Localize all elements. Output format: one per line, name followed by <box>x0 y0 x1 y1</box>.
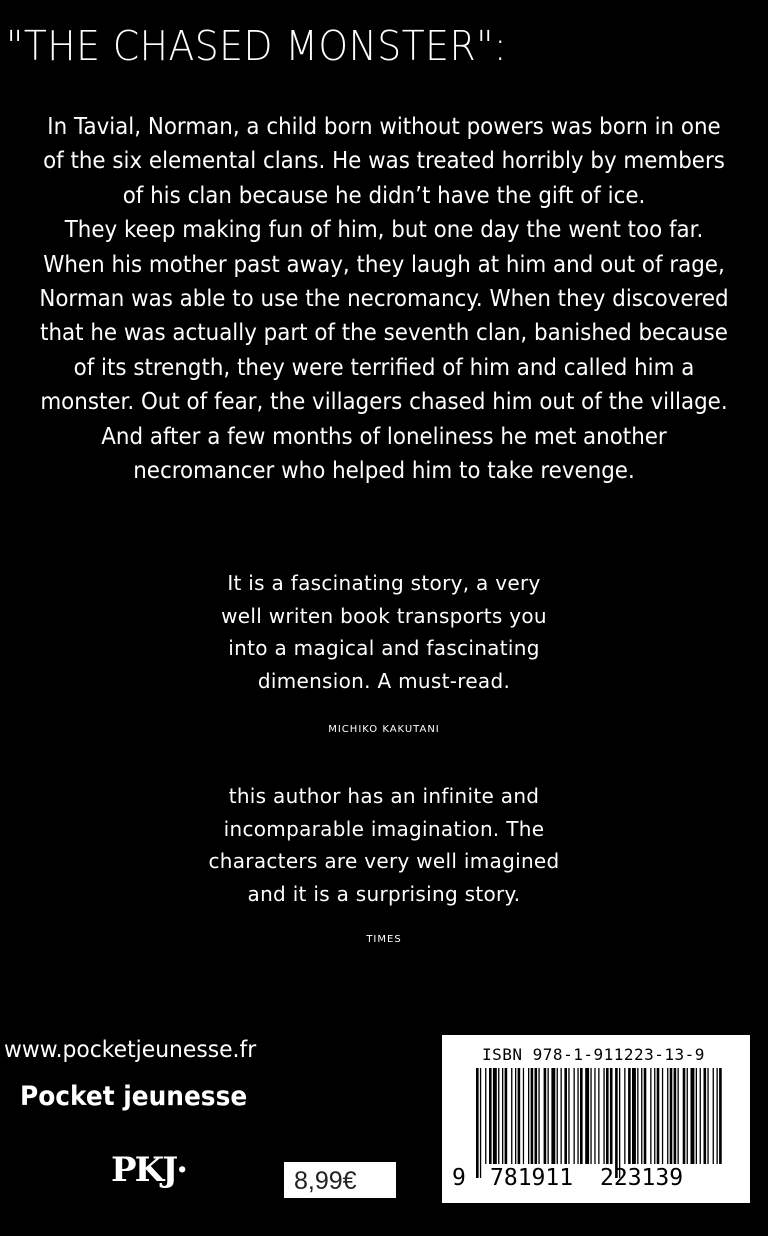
barcode-bar <box>619 1068 620 1178</box>
barcode-bar <box>551 1068 555 1164</box>
review-quote-2 <box>0 780 768 910</box>
barcode-bar <box>717 1068 718 1164</box>
barcode-bars <box>476 1068 726 1178</box>
barcode-bar <box>568 1068 569 1164</box>
barcode-bar <box>704 1068 707 1164</box>
barcode-bar <box>511 1068 512 1164</box>
barcode-bar <box>523 1068 524 1164</box>
barcode-bar <box>670 1068 673 1164</box>
barcode-bar <box>598 1068 599 1164</box>
isbn-label: ISBN 978-1-911223-13-9 <box>482 1045 705 1064</box>
barcode-bar <box>515 1068 516 1164</box>
synopsis-line: that he was actually part of the seventh clan, banished because <box>40 320 728 347</box>
barcode-bar <box>603 1068 604 1164</box>
barcode-bar <box>615 1068 618 1178</box>
barcode-bar <box>590 1068 591 1164</box>
barcode-bar <box>650 1068 651 1164</box>
review-quote-1 <box>0 567 768 697</box>
barcode-bar <box>594 1068 595 1164</box>
synopsis-line: necromancer who helped him to take revenge. <box>133 458 635 485</box>
barcode-bar <box>557 1068 558 1164</box>
barcode-bar <box>624 1068 625 1164</box>
barcode-bar <box>564 1068 567 1164</box>
review-line: into a magical and fascinating <box>228 636 540 660</box>
barcode-bar <box>489 1068 492 1164</box>
review-source-2: TIMES <box>366 934 402 945</box>
synopsis-line: In Tavial, Norman, a child born without powers was born in one <box>47 114 721 140</box>
barcode-bar <box>528 1068 529 1164</box>
barcode-digits-left: 781911 <box>490 1165 574 1191</box>
barcode-bar <box>476 1068 479 1178</box>
barcode <box>442 1035 750 1203</box>
barcode-bar <box>683 1068 686 1164</box>
barcode-bar <box>561 1068 562 1164</box>
publisher-website: www.pocketjeunesse.fr <box>4 1037 257 1063</box>
barcode-bar <box>678 1068 679 1164</box>
barcode-bar <box>548 1068 549 1164</box>
barcode-bar <box>538 1068 539 1164</box>
synopsis-line: of the six elemental clans. He was treated horribly by members <box>43 148 725 175</box>
barcode-bar <box>637 1068 638 1164</box>
barcode-bar <box>719 1068 722 1164</box>
barcode-bar <box>531 1068 534 1164</box>
synopsis-line: of his clan because he didn’t have the gift of ice. <box>122 182 646 209</box>
review-line: characters are very well imagined <box>208 849 560 873</box>
review-line: It is a fascinating story, a very <box>227 571 541 595</box>
price-tag: 8,99€ <box>284 1162 396 1198</box>
barcode-bar <box>700 1068 701 1164</box>
barcode-bar <box>585 1068 589 1164</box>
barcode-bar <box>610 1068 613 1164</box>
barcode-bar <box>667 1068 668 1164</box>
barcode-bar <box>691 1068 695 1164</box>
review-line: dimension. A must-read. <box>257 668 511 693</box>
barcode-bar <box>544 1068 547 1164</box>
synopsis-line: of its strength, they were terrified of him and called him a <box>73 354 695 381</box>
barcode-bar <box>707 1068 708 1164</box>
pkj-logo: PKJ· <box>111 1150 187 1190</box>
synopsis-line: monster. Out of fear, the villagers chased him out of the village. <box>40 389 728 416</box>
synopsis-line: They keep making fun of him, but one day the went too far. <box>64 217 704 244</box>
review-line: well writen book transports you <box>221 603 547 628</box>
barcode-bar <box>606 1068 609 1164</box>
barcode-bar <box>577 1068 578 1164</box>
barcode-bar <box>713 1068 714 1164</box>
review-line: incomparable imagination. The <box>223 816 545 841</box>
barcode-bar <box>485 1068 486 1164</box>
barcode-bar <box>493 1068 497 1164</box>
barcode-bar <box>632 1068 636 1164</box>
review-source-1: MICHIKO KAKUTANI <box>328 724 440 735</box>
barcode-bar <box>574 1068 575 1164</box>
barcode-bar <box>580 1068 583 1164</box>
barcode-bar <box>674 1068 677 1164</box>
publisher-name: Pocket jeunesse <box>20 1081 248 1112</box>
review-line: this author has an infinite and <box>228 784 540 808</box>
barcode-bar <box>657 1068 660 1164</box>
barcode-bar <box>498 1068 499 1164</box>
synopsis <box>0 110 768 488</box>
synopsis-line: When his mother past away, they laugh at him and out of rage, <box>43 251 725 278</box>
barcode-bar <box>518 1068 521 1164</box>
barcode-bar <box>641 1068 642 1164</box>
review-line: and it is a surprising story. <box>247 881 521 906</box>
barcode-bar <box>502 1068 503 1164</box>
barcode-bar <box>687 1068 688 1164</box>
synopsis-line: Norman was able to use the necromancy. When they discovered <box>39 286 729 313</box>
barcode-bar <box>535 1068 538 1164</box>
barcode-bar <box>505 1068 508 1164</box>
barcode-bar <box>696 1068 697 1164</box>
synopsis-line: And after a few months of loneliness he met another <box>101 423 667 450</box>
barcode-bar <box>662 1068 663 1164</box>
barcode-bar <box>644 1068 647 1164</box>
barcode-bar <box>480 1068 481 1178</box>
barcode-digits-right: 223139 <box>600 1165 684 1191</box>
barcode-bar <box>628 1068 631 1164</box>
barcode-lead-digit: 9 <box>452 1165 466 1191</box>
book-title: "THE CHASED MONSTER": <box>6 22 508 70</box>
barcode-bar <box>654 1068 655 1164</box>
